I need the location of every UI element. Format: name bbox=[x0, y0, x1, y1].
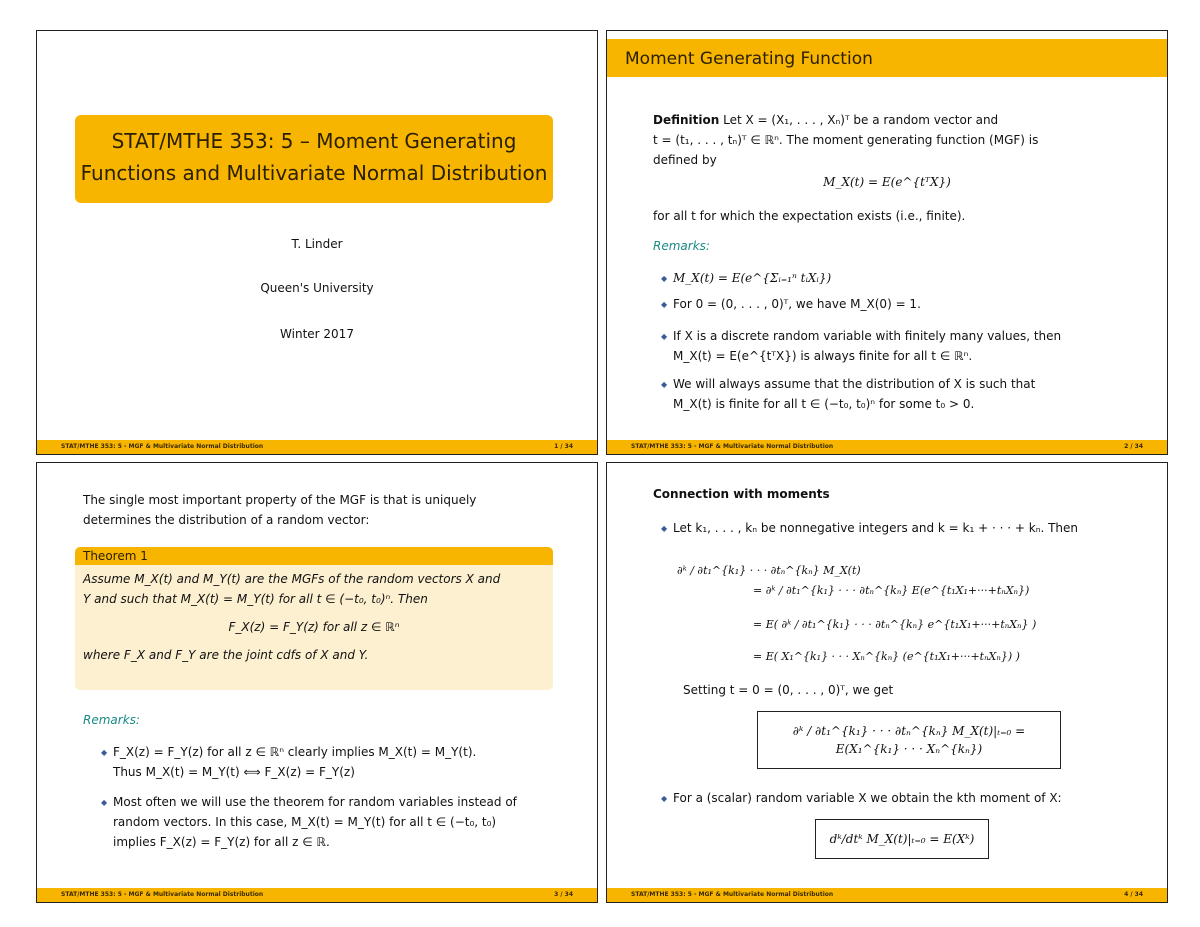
definition-line-4: for all t for which the expectation exists (i.e., finite). bbox=[653, 209, 966, 223]
intro-line-1: The single most important property of the MGF is that is uniquely bbox=[83, 493, 477, 507]
title-line-1: STAT/MTHE 353: 5 – Moment Generating bbox=[111, 129, 517, 153]
slide-footer bbox=[607, 440, 1167, 454]
footer-page: 2 / 34 bbox=[1124, 443, 1143, 450]
definition-line-1 bbox=[653, 111, 998, 130]
slide-footer bbox=[37, 440, 597, 454]
slide-connection-moments bbox=[606, 462, 1168, 903]
bullet-2: ◆ For a (scalar) random variable X we obtain the kth moment of X: bbox=[673, 789, 1062, 808]
theorem-line-1: Assume M_X(t) and M_Y(t) are the MGFs of the random vectors X and bbox=[83, 572, 501, 586]
equation-rhs-3: = E( X₁^{k₁} · · · Xₙ^{kₙ} (e^{t₁X₁+···+tₙXₙ}) ) bbox=[753, 650, 1020, 663]
footer-page: 1 / 34 bbox=[554, 443, 573, 450]
definition-label: Definition bbox=[653, 113, 720, 127]
bullet-2: ◆ For 0 = (0, . . . , 0)ᵀ, we have M_X(0) = 1. bbox=[673, 295, 921, 314]
bullet-1: ◆ F_X(z) = F_Y(z) for all z ∈ ℝⁿ clearly implies M_X(t) = M_Y(t). bbox=[113, 743, 476, 762]
footer-title: STAT/MTHE 353: 5 - MGF & Multivariate Normal Distribution bbox=[631, 891, 834, 898]
theorem-title: Theorem 1 bbox=[75, 547, 553, 565]
footer-title: STAT/MTHE 353: 5 - MGF & Multivariate Normal Distribution bbox=[631, 443, 834, 450]
slide-header: Moment Generating Function bbox=[607, 39, 1167, 77]
boxed-result-2: dᵏ/dtᵏ M_X(t)|ₜ₌₀ = E(Xᵏ) bbox=[815, 819, 989, 859]
footer-page: 3 / 34 bbox=[554, 891, 573, 898]
definition-line-2: t = (t₁, . . . , tₙ)ᵀ ∈ ℝⁿ. The moment generating function (MGF) is bbox=[653, 133, 1039, 147]
setting-text: Setting t = 0 = (0, . . . , 0)ᵀ, we get bbox=[683, 683, 894, 697]
footer-title: STAT/MTHE 353: 5 - MGF & Multivariate Normal Distribution bbox=[61, 891, 264, 898]
bullet-icon: ◆ bbox=[661, 332, 668, 341]
slide-mgf-definition bbox=[606, 30, 1168, 455]
bullet-icon: ◆ bbox=[661, 300, 668, 309]
theorem-line-2: Y and such that M_X(t) = M_Y(t) for all t ∈ (−t₀, t₀)ⁿ. Then bbox=[83, 592, 428, 606]
definition-equation: M_X(t) = E(e^{tᵀX}) bbox=[823, 175, 951, 189]
bullet-2-cont-2: implies F_X(z) = F_Y(z) for all z ∈ ℝ. bbox=[113, 835, 330, 849]
bullet-3-cont: M_X(t) = E(e^{tᵀX}) is always finite for all t ∈ ℝⁿ. bbox=[673, 349, 973, 363]
bullet-1: ◆ Let k₁, . . . , kₙ be nonnegative integers and k = k₁ + · · · + kₙ. Then bbox=[673, 519, 1078, 538]
title-box bbox=[75, 115, 553, 203]
equation-rhs-1: = ∂ᵏ / ∂t₁^{k₁} · · · ∂tₙ^{kₙ} E(e^{t₁X₁+···+tₙXₙ}) bbox=[753, 584, 1030, 597]
boxed-result-1: ∂ᵏ / ∂t₁^{k₁} · · · ∂tₙ^{kₙ} M_X(t)|ₜ₌₀ = E(X₁^{k₁} · · · Xₙ^{kₙ}) bbox=[757, 711, 1061, 769]
bullet-icon: ◆ bbox=[661, 794, 668, 803]
intro-line-2: determines the distribution of a random vector: bbox=[83, 513, 370, 527]
bullet-4-cont: M_X(t) is finite for all t ∈ (−t₀, t₀)ⁿ for some t₀ > 0. bbox=[673, 397, 975, 411]
equation-lhs: ∂ᵏ / ∂t₁^{k₁} · · · ∂tₙ^{kₙ} M_X(t) bbox=[677, 564, 861, 577]
footer-title: STAT/MTHE 353: 5 - MGF & Multivariate Normal Distribution bbox=[61, 443, 264, 450]
remarks-label: Remarks: bbox=[653, 239, 710, 253]
term: Winter 2017 bbox=[280, 327, 354, 341]
bullet-icon: ◆ bbox=[661, 274, 668, 283]
slide-title bbox=[36, 30, 598, 455]
bullet-1: ◆ M_X(t) = E(e^{Σᵢ₌₁ⁿ tᵢXᵢ}) bbox=[673, 269, 831, 288]
institution: Queen's University bbox=[260, 281, 374, 295]
theorem-body bbox=[75, 565, 553, 669]
remarks-label: Remarks: bbox=[83, 713, 140, 727]
section-heading: Connection with moments bbox=[653, 487, 830, 501]
bullet-icon: ◆ bbox=[661, 524, 668, 533]
footer-page: 4 / 34 bbox=[1124, 891, 1143, 898]
bullet-3: ◆ If X is a discrete random variable with finitely many values, then bbox=[673, 327, 1061, 346]
slide-footer bbox=[37, 888, 597, 902]
definition-text-1: Let X = (X₁, . . . , Xₙ)ᵀ be a random vector and bbox=[723, 113, 999, 127]
bullet-icon: ◆ bbox=[101, 798, 108, 807]
bullet-icon: ◆ bbox=[661, 380, 668, 389]
definition-line-3: defined by bbox=[653, 153, 717, 167]
bullet-4: ◆ We will always assume that the distribution of X is such that bbox=[673, 375, 1035, 394]
theorem-box bbox=[75, 547, 553, 690]
equation-rhs-2: = E( ∂ᵏ / ∂t₁^{k₁} · · · ∂tₙ^{kₙ} e^{t₁X₁+···+tₙXₙ} ) bbox=[753, 618, 1037, 631]
theorem-equation: F_X(z) = F_Y(z) for all z ∈ ℝⁿ bbox=[228, 620, 400, 634]
slide-uniqueness-theorem bbox=[36, 462, 598, 903]
slide-footer bbox=[607, 888, 1167, 902]
equation-line-1 bbox=[677, 561, 1137, 580]
author: T. Linder bbox=[291, 237, 343, 251]
bullet-2: ◆ Most often we will use the theorem for random variables instead of bbox=[113, 793, 517, 812]
title-line-2: Functions and Multivariate Normal Distribution bbox=[80, 161, 548, 185]
bullet-icon: ◆ bbox=[101, 748, 108, 757]
bullet-1-cont: Thus M_X(t) = M_Y(t) ⟺ F_X(z) = F_Y(z) bbox=[113, 765, 355, 779]
theorem-line-3: where F_X and F_Y are the joint cdfs of X and Y. bbox=[83, 648, 369, 662]
bullet-2-cont-1: random vectors. In this case, M_X(t) = M_Y(t) for all t ∈ (−t₀, t₀) bbox=[113, 815, 497, 829]
